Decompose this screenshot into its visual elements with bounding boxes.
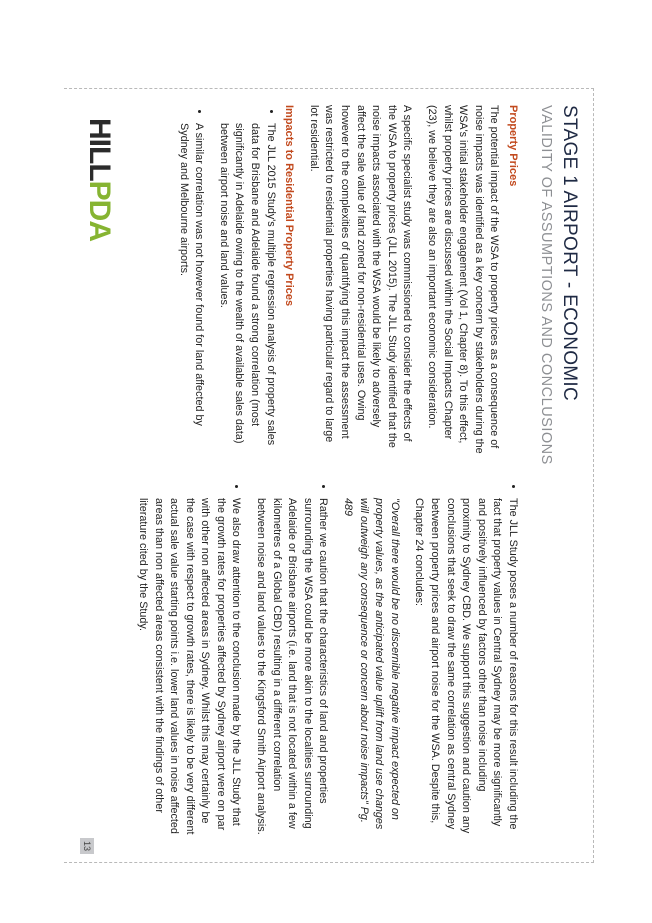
hillpda-logo <box>84 118 114 241</box>
list-item: • We also draw attention to the conclusion made by the JLL Study that the growth rates for properties affected by Sydney airport were on par with other non affected areas in Sydney. Whilst this may certainly be the case with respect to growth rates, there is likely to be very different actual sale value starting points i.e. lower land values in noise affected areas than non affected areas consistent with the findings of other literature cited by the Study. <box>134 498 243 835</box>
section-heading-residential-impacts: Impacts to Residential Property Prices <box>283 105 296 307</box>
section-heading-property-prices: Property Prices <box>507 105 519 187</box>
left-column <box>166 105 520 455</box>
logo-text-pda: PDA <box>83 180 116 241</box>
paragraph: The potential impact of the WSA to property prices as a consequence of noise impacts was identified as a key concern by stakeholders during the WSA's initial stakeholder engagement (Vol 1, Chapter 8). To this effect, whilst property prices are discussed within the Social Impacts Chapter (23), we believe they are also an important economic consideration. <box>426 105 501 454</box>
list-item: • The JLL 2015 Study's multiple regression analysis of property sales data for Brisbane and Adelaide found a strong correlation (most significantly in Adelaide owing to the wealth of available sales data) between airport noise and land values. <box>215 123 277 455</box>
page-title: STAGE 1 AIRPORT - ECONOMIC <box>559 105 580 402</box>
logo-text-hill: HILL <box>83 118 116 181</box>
bullet-list <box>134 480 520 835</box>
page-number: 13 <box>80 838 94 854</box>
paragraph: A specific specialist study was commissioned to consider the effects of the WSA to property prices (JLL 2015). The JLL Study identified that the noise impacts associated with the WSA would be likely to adversely affect the sale value of land zoned for non-residential uses. Owing however to the complexities of quantifying this impact the assessment was restricted to residential properties having particular regard to large lot residential. <box>307 105 414 448</box>
quotation: "Overall there would be no discernible negative impact expected on property values, as the anticipated value uplift from land use changes will outweigh any consequence or concern about noise impacts" Pg. 489 <box>342 498 401 830</box>
page-subtitle: VALIDITY OF ASSUMPTIONS AND CONCLUSIONS <box>538 105 554 465</box>
list-item: • A similar correlation was not however found for land affected by Sydney and Melbourne airports. <box>175 123 206 455</box>
list-item: • Rather we caution that the characteristics of land and properties surrounding the WSA could be more akin to the localities surrounding Adelaide or Brisbane airports (i.e. land that is not located within a few kilometres of a Global CBD) resulting in a different correlation between noise and land values to the Kingsford Smith Airport analysis. <box>253 498 331 835</box>
list-item <box>339 498 520 835</box>
bullet-text: The JLL Study poses a number of reasons for this result including the fact that property values in Central Sydney may be more significantly and positively influenced by factors other than noise including proximity to Sydney CBD. We support this suggestion and caution any conclusions that seek to draw the same correlation as central Sydney between property prices and airport noise for the WSA. Despite this, Chapter 24 concludes: <box>413 498 519 834</box>
bullet-list <box>175 105 278 455</box>
right-column <box>125 480 520 835</box>
